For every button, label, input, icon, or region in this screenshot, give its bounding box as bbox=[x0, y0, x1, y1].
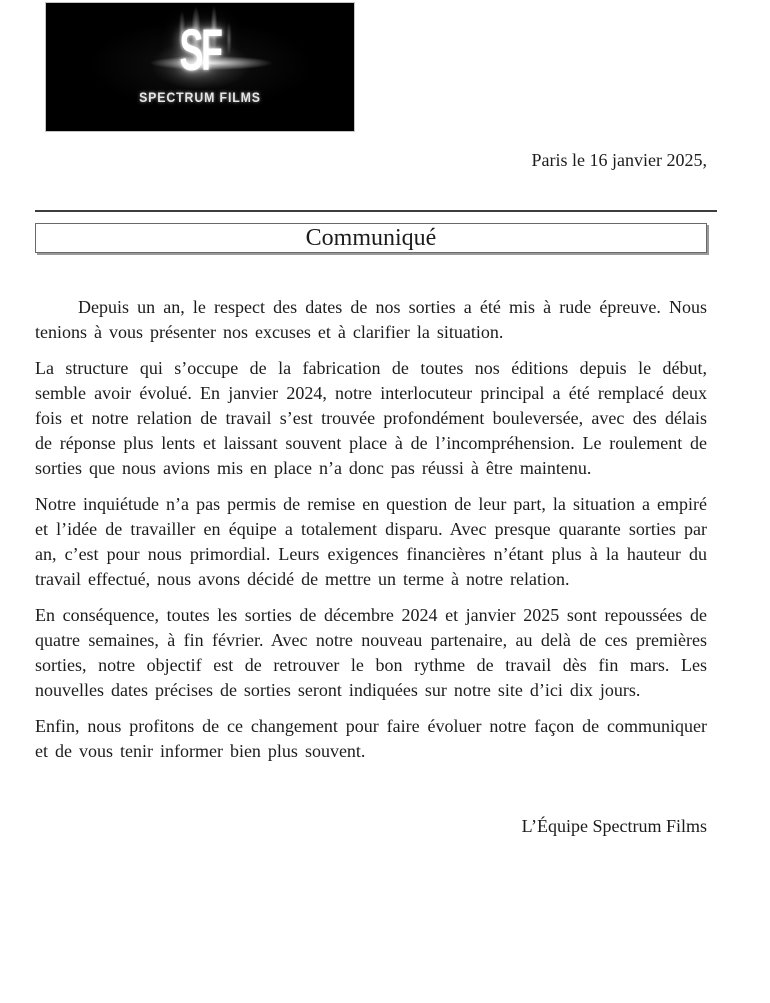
paragraph-structure: La structure qui s’occupe de la fabrication de toutes nos éditions depuis le début, semble avoir évolué. En janvier 2024, notre interlocuteur principal a été remplacé deux fois et notre relation de travail s’est trouvée profondément bouleversée, avec des délais de réponse plus lents et laissant souvent place à de l’incompréhension. Le roulement de sorties que nous avions mis en place n’a donc pas réussi à être maintenu. bbox=[35, 358, 707, 478]
paragraph-intro: Depuis un an, le respect des dates de nos sorties a été mis à rude épreuve. Nous tenions à vous présenter nos excuses et à clarifier la situation. bbox=[35, 297, 707, 342]
communique-title-box bbox=[35, 223, 707, 253]
paragraph-consequence: En conséquence, toutes les sorties de décembre 2024 et janvier 2025 sont repoussées de quatre semaines, à fin février. Avec notre nouveau partenaire, au delà de ces premières sorties, notre objectif est de retrouver le bon rythme de travail dès fin mars. Les nouvelles dates précises de sorties seront indiquées sur notre site d’ici dix jours. bbox=[35, 605, 707, 700]
communique-title: Communiqué bbox=[305, 225, 437, 251]
paragraph-inquietude: Notre inquiétude n’a pas permis de remise en question de leur part, la situation a empiré et l’idée de travailler en équipe a totalement disparu. Avec presque quarante sorties par an, c’est pour nous primordial. Leurs exigences financières n’étant plus à la hauteur du travail effectué, nous avons décidé de mettre un terme à notre relation. bbox=[35, 494, 707, 589]
document-page bbox=[0, 2, 770, 1003]
logo-brand-text: SPECTRUM FILMS bbox=[139, 89, 261, 105]
date-line: Paris le 16 janvier 2025, bbox=[531, 150, 707, 170]
signature: L’Équipe Spectrum Films bbox=[521, 816, 707, 836]
paragraph-conclusion: Enfin, nous profitons de ce changement pour faire évoluer notre façon de communiquer et de vous tenir informer bien plus souvent. bbox=[35, 716, 707, 761]
spectrum-films-logo bbox=[45, 2, 355, 132]
logo-sf-monogram: SF bbox=[179, 18, 221, 83]
horizontal-rule bbox=[35, 210, 717, 212]
letter-body bbox=[35, 295, 707, 764]
